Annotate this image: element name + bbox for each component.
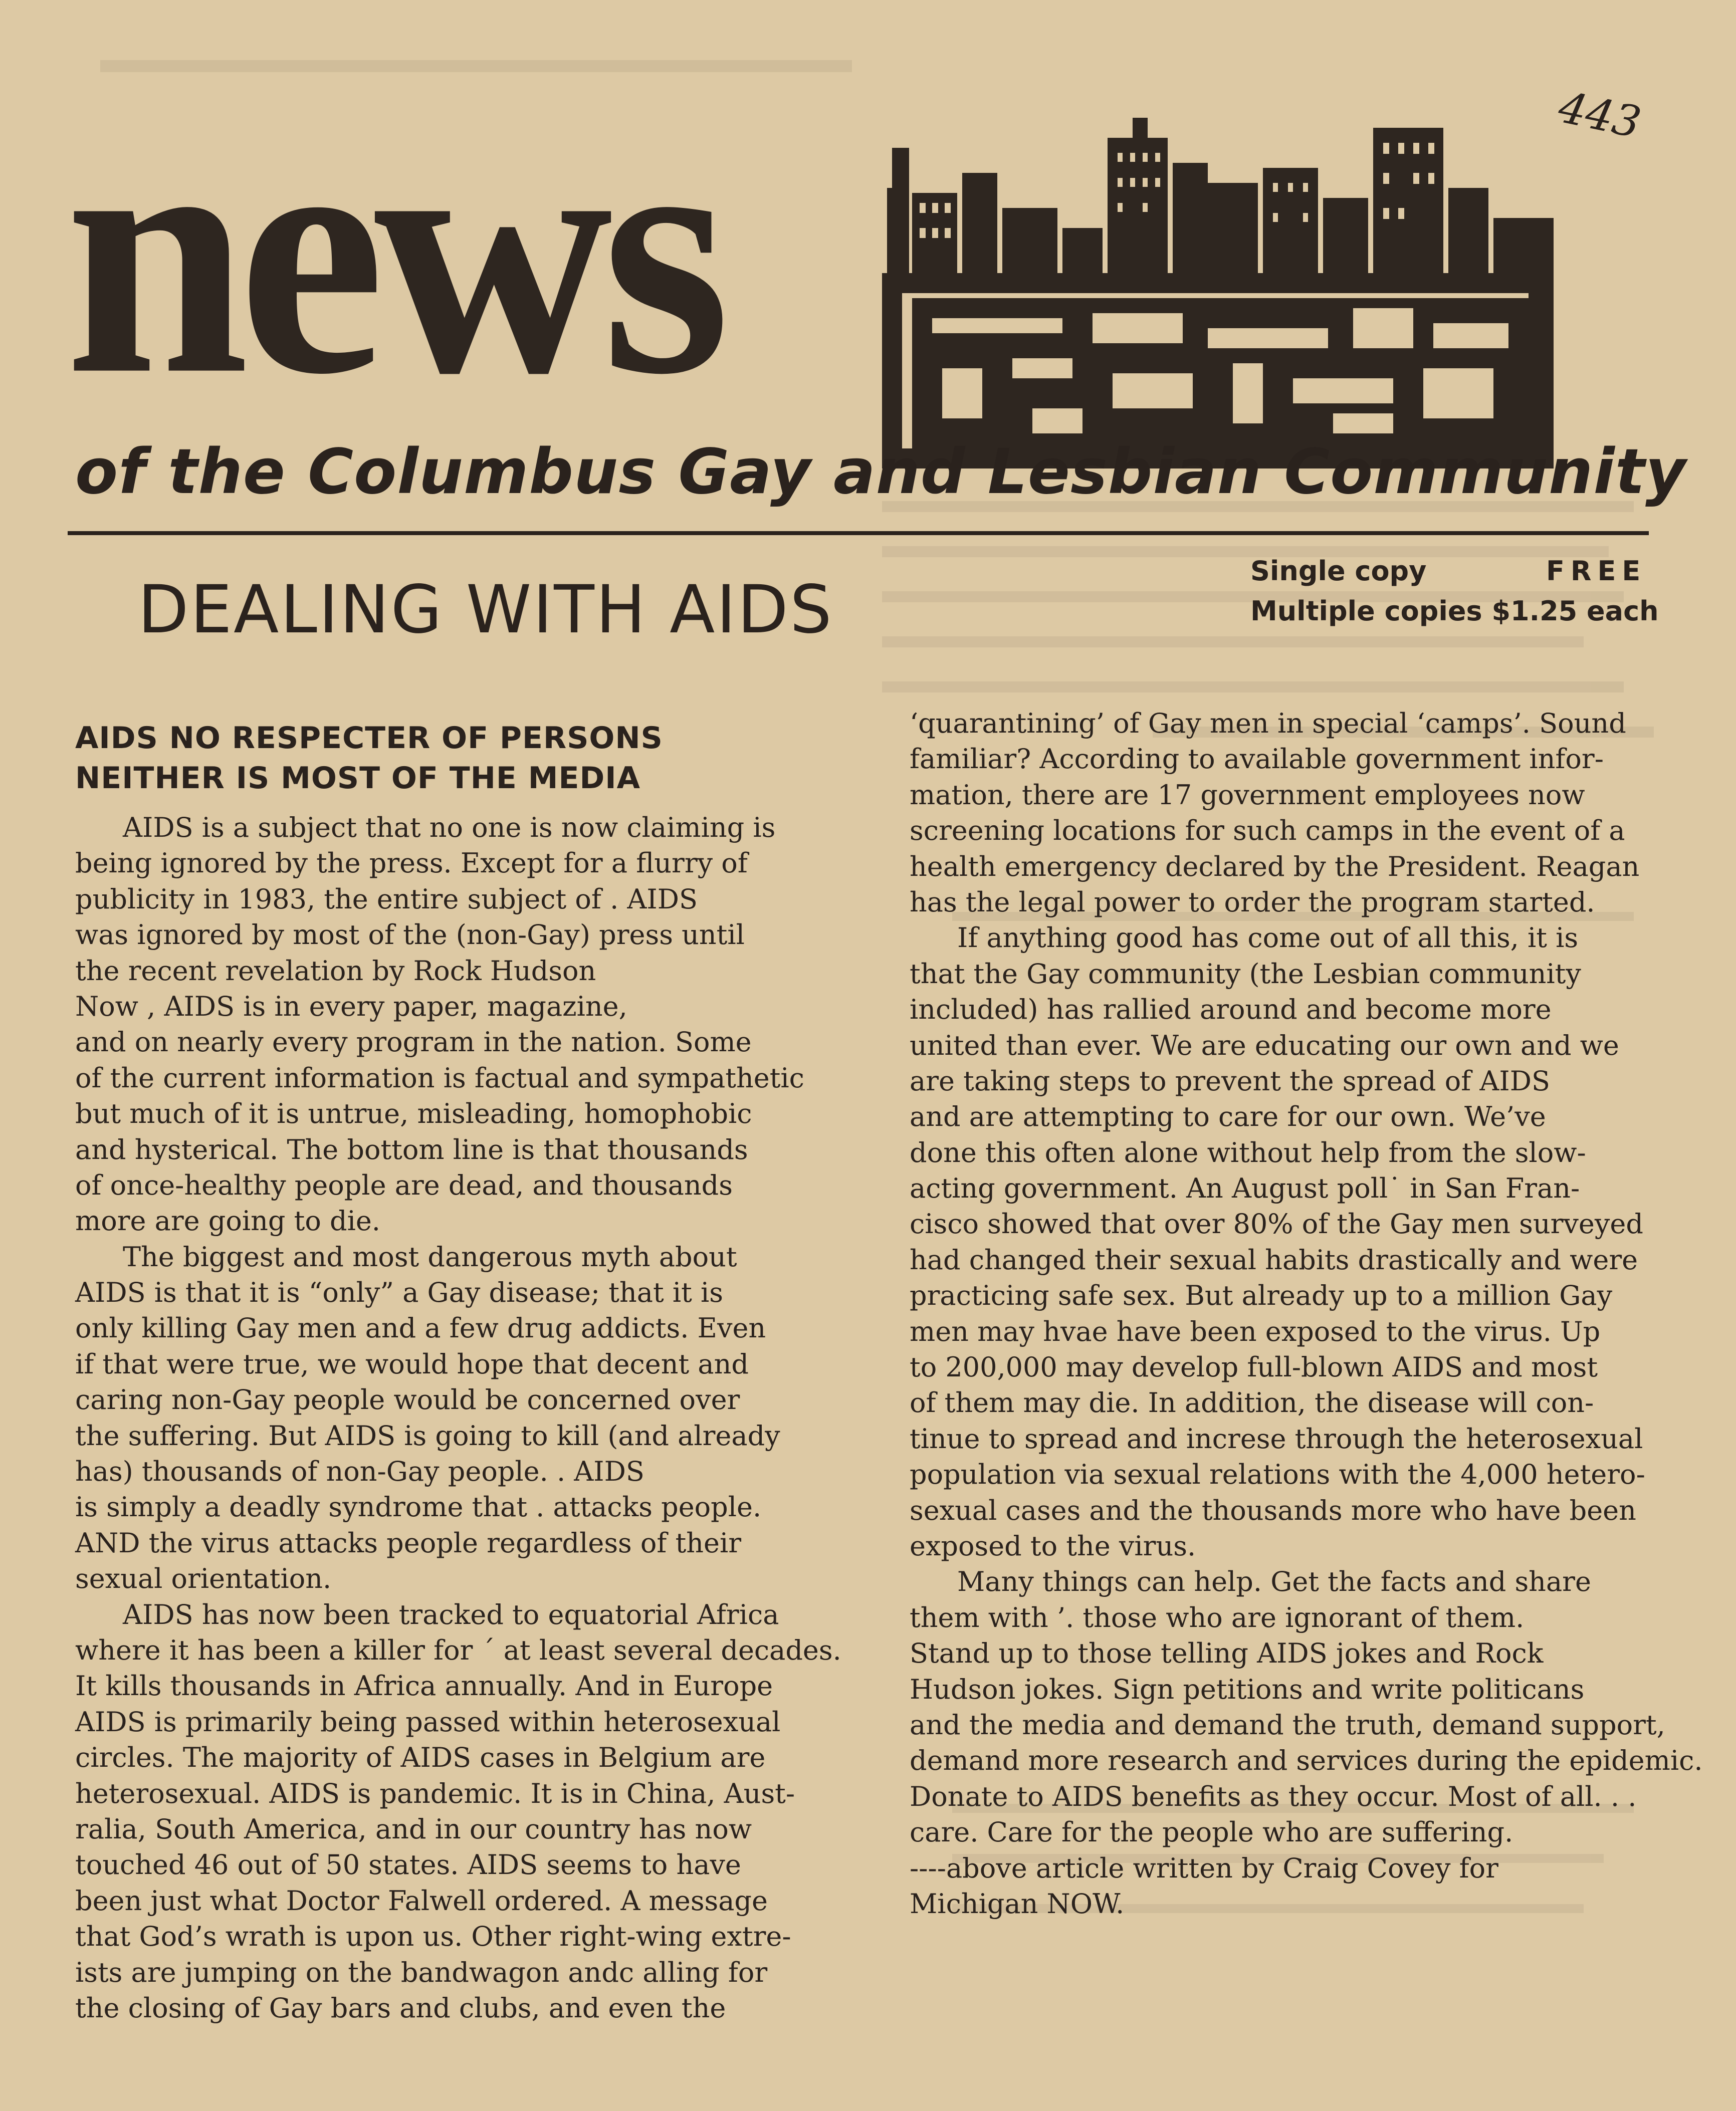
text-line: circles. The majority of AIDS cases in Belgium are (75, 1742, 766, 1774)
text-line: that the Gay community (the Lesbian community (910, 958, 1581, 990)
text-line: Many things can help. Get the facts and share (957, 1566, 1591, 1598)
text-line: that God’s wrath is upon us. Other right-wing extre- (75, 1921, 791, 1953)
city-skyline-illustration (882, 108, 1554, 468)
text-line: and on nearly every program in the nation. Some (75, 1026, 752, 1058)
text-line: heterosexual. AIDS is pandemic. It is in China, Aust- (75, 1777, 795, 1809)
text-line: is simply a deadly syndrome that . attacks people. (75, 1491, 762, 1523)
text-line: AIDS has now been tracked to equatorial Africa (123, 1598, 779, 1630)
text-line: the recent revelation by Rock Hudson (75, 955, 596, 987)
text-line: AIDS is a subject that no one is now claiming is (123, 812, 776, 843)
text-line: tinue to spread and increse through the heterosexual (910, 1423, 1643, 1455)
text-line: where it has been a killer for ´ at least several decades. (75, 1634, 841, 1666)
masthead-divider (68, 531, 1649, 535)
text-line: health emergency declared by the President. Reagan (910, 850, 1640, 882)
text-line: united than ever. We are educating our own and we (910, 1029, 1619, 1061)
text-line: AIDS is primarily being passed within heterosexual (75, 1706, 781, 1738)
kicker-line: AIDS NO RESPECTER OF PERSONS (75, 721, 663, 756)
price-box (1250, 551, 1701, 631)
text-line: It kills thousands in Africa annually. And in Europe (75, 1670, 773, 1702)
text-line: exposed to the virus. (910, 1530, 1196, 1562)
multiple-copies-price: Multiple copies $1.25 each (1250, 595, 1659, 627)
main-headline: DEALING WITH AIDS (138, 571, 833, 648)
text-line: demand more research and services during the epidemic. (910, 1745, 1703, 1777)
text-line: Donate to AIDS benefits as they occur. Most of all. . . (910, 1780, 1637, 1812)
text-line: practicing safe sex. But already up to a million Gay (910, 1280, 1613, 1312)
text-line: has the legal power to order the program started. (910, 886, 1595, 918)
text-line: AIDS is that it is “only” a Gay disease; that it is (75, 1277, 723, 1309)
issue-number: 443 (1554, 82, 1645, 148)
text-line: ralia, South America, and in our country has now (75, 1813, 752, 1845)
text-line: screening locations for such camps in the event of a (910, 815, 1625, 847)
masthead-news-logo: news (65, 61, 720, 446)
text-line: and the media and demand the truth, demand support, (910, 1709, 1665, 1741)
text-line: Michigan NOW. (910, 1888, 1125, 1920)
kicker-line: NEITHER IS MOST OF THE MEDIA (75, 761, 641, 796)
text-line: of the current information is factual and sympathetic (75, 1062, 804, 1094)
text-line: included) has rallied around and become more (910, 994, 1552, 1026)
text-line: Stand up to those telling AIDS jokes and Rock (910, 1637, 1544, 1670)
text-line: Hudson jokes. Sign petitions and write politicans (910, 1673, 1585, 1705)
text-line: been just what Doctor Falwell ordered. A message (75, 1885, 768, 1917)
text-line: ‘quarantining’ of Gay men in special ‘camps’. Sound (910, 708, 1626, 739)
article-column-right (910, 706, 1711, 1922)
text-line: of once-healthy people are dead, and thousands (75, 1169, 733, 1201)
text-line: publicity in 1983, the entire subject of . AIDS (75, 883, 698, 915)
text-line: acting government. An August poll˙ in San Fran- (910, 1172, 1580, 1205)
text-line: being ignored by the press. Except for a flurry of (75, 847, 748, 879)
text-line: of them may die. In addition, the disease will con- (910, 1387, 1594, 1419)
text-line: but much of it is untrue, misleading, homophobic (75, 1098, 752, 1130)
text-line: If anything good has come out of all this, it is (957, 922, 1579, 954)
text-line: if that were true, we would hope that decent and (75, 1348, 749, 1380)
text-line: AND the virus attacks people regardless of their (75, 1527, 742, 1559)
single-copy-label: Single copy (1250, 555, 1427, 587)
text-line: more are going to die. (75, 1205, 380, 1237)
text-line: population via sexual relations with the 4,000 hetero- (910, 1459, 1645, 1491)
masthead-subtitle: of the Columbus Gay and Lesbian Community (75, 436, 1686, 508)
text-line: had changed their sexual habits drastically and were (910, 1244, 1638, 1276)
text-line: are taking steps to prevent the spread of AIDS (910, 1065, 1551, 1097)
text-line: sexual cases and the thousands more who have been (910, 1494, 1636, 1526)
article-kicker (75, 721, 842, 801)
text-line: to 200,000 may develop full-blown AIDS and most (910, 1351, 1598, 1383)
text-line: men may hvae have been exposed to the virus. Up (910, 1315, 1601, 1347)
text-line: only killing Gay men and a few drug addicts. Even (75, 1312, 766, 1344)
text-line: and are attempting to care for our own. We’ve (910, 1101, 1546, 1133)
text-line: ists are jumping on the bandwagon andc alling for (75, 1956, 768, 1988)
text-line: done this often alone without help from the slow- (910, 1136, 1586, 1168)
text-line: familiar? According to available government infor- (910, 743, 1604, 775)
text-line: cisco showed that over 80% of the Gay men surveyed (910, 1208, 1643, 1240)
text-line: touched 46 out of 50 states. AIDS seems to have (75, 1849, 741, 1881)
text-line: caring non-Gay people would be concerned over (75, 1384, 740, 1416)
text-line: them with ’. those who are ignorant of them. (910, 1601, 1525, 1633)
text-line: Now , AIDS is in every paper, magazine, (75, 990, 627, 1022)
text-line: the closing of Gay bars and clubs, and even the (75, 1992, 726, 2024)
text-line: sexual orientation. (75, 1563, 332, 1595)
text-line: The biggest and most dangerous myth about (123, 1241, 737, 1273)
text-line: was ignored by most of the (non-Gay) press until (75, 919, 745, 951)
single-copy-price: FREE (1546, 555, 1647, 587)
text-line: has) thousands of non-Gay people. . AIDS (75, 1456, 644, 1488)
text-line: the suffering. But AIDS is going to kill (and already (75, 1420, 780, 1452)
text-line: mation, there are 17 government employees now (910, 779, 1585, 811)
article-column-left (75, 721, 842, 2026)
text-line: ----above article written by Craig Covey for (910, 1852, 1498, 1884)
text-line: care. Care for the people who are suffering. (910, 1816, 1513, 1848)
text-line: and hysterical. The bottom line is that thousands (75, 1133, 748, 1165)
